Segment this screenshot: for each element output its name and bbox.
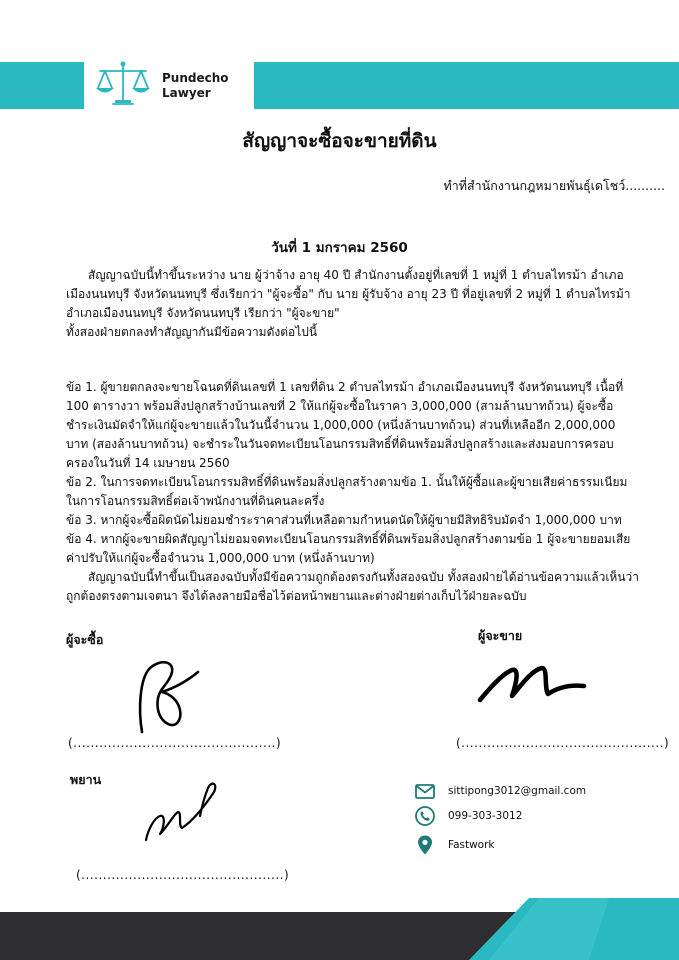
- place-of-signing: ทำที่สำนักงานกฎหมายพันธุ์เดโชว์..........: [443, 178, 665, 193]
- scales-of-justice-icon: [92, 58, 154, 112]
- clause-4: ข้อ 4. หากผู้จะขายผิดสัญญาไม่ยอมจดทะเบียนโอนกรรมสิทธิ์ที่ดินพร้อมสิ่งปลูกสร้างตามข้อ 1 ผู้จะขายยอมเสียค่าปรับให้แก่ผู้จะซื้อจำนวน 1,000,000 บาท (หนึ่งล้านบาท): [66, 532, 631, 565]
- intro-section: [66, 266, 640, 342]
- clause-1: ข้อ 1. ผู้ขายตกลงจะขายโฉนดที่ดินเลขที่ 1 เลขที่ดิน 2 ตำบลไทรม้า อำเภอเมืองนนทบุรี จังหวัดนนทบุรี เนื้อที่ 100 ตารางวา พร้อมสิ่งปลูกสร้างบ้านเลขที่ 2 ให้แก่ผู้จะซื้อในราคา 3,000,000 (สามล้านบาทถ้วน) ผู้จะซื้อชำระเงินมัดจำให้แก่ผู้จะขายแล้วในวันนี้จำนวน 1,000,000 (หนึ่งล้านบาทถ้วน) ส่วนที่เหลืออีก 2,000,000 บาท (สองล้านบาทถ้วน) จะชำระในวันจดทะเบียนโอนกรรมสิทธิ์ที่ดินพร้อมสิ่งปลูกสร้างและส่งมอบการครอบครองในวันที่ 14 เมษายน 2560: [66, 380, 624, 470]
- buyer-signature: [128, 658, 208, 738]
- closing-paragraph: สัญญาฉบับนี้ทำขึ้นเป็นสองฉบับทั้งมีข้อความถูกต้องตรงกันทั้งสองฉบับ ทั้งสองฝ่ายได้อ่านข้อความแล้วเห็นว่าถูกต้องตรงตามเจตนา จึงได้ลงลายมือชื่อไว้ต่อหน้าพยานและต่างฝ่ายต่างเก็บไว้ฝ่ายละฉบับ: [66, 570, 640, 603]
- envelope-icon: [414, 780, 436, 802]
- seller-signature-line: (...............................................): [456, 736, 670, 750]
- clauses-section: [66, 378, 640, 606]
- brand-name: [162, 71, 229, 101]
- seller-signature: [476, 654, 596, 710]
- clause-3: ข้อ 3. หากผู้จะซื้อผิดนัดไม่ยอมชำระราคาส่วนที่เหลือตามกำหนดนัดให้ผู้ขายมีสิทธิริบมัดจำ 1,000,000 บาท: [66, 513, 622, 527]
- document-title: สัญญาจะซื้อจะขายที่ดิน: [242, 130, 437, 152]
- intro-agreement-line: ทั้งสองฝ่ายตกลงทำสัญญากันมีข้อความดังต่อไปนี้: [66, 325, 318, 339]
- location-text: Fastwork: [448, 839, 495, 851]
- phone-icon: [414, 805, 436, 827]
- brand-line-1: Pundecho: [162, 71, 229, 85]
- witness-label: พยาน: [70, 772, 102, 787]
- contact-email: [414, 780, 586, 802]
- contract-date: วันที่ 1 มกราคม 2560: [271, 240, 408, 256]
- phone-text: 099-303-3012: [448, 810, 523, 822]
- map-pin-icon: [414, 834, 436, 856]
- seller-label: ผู้จะขาย: [478, 628, 523, 643]
- header-band-left: [0, 62, 84, 109]
- email-text: sittipong3012@gmail.com: [448, 785, 587, 797]
- buyer-signature-line: (...............................................): [68, 736, 282, 750]
- buyer-label: ผู้จะซื้อ: [66, 632, 104, 647]
- clause-2: ข้อ 2. ในการจดทะเบียนโอนกรรมสิทธิ์ที่ดินพร้อมสิ่งปลูกสร้างตามข้อ 1. นั้นให้ผู้ซื้อและผู้ขายเสียค่าธรรมเนียมในการโอนกรรมสิทธิ์ต่อเจ้าพนักงานที่ดินคนละครึ่ง: [66, 475, 628, 508]
- contact-phone: [414, 805, 522, 827]
- intro-paragraph: สัญญาฉบับนี้ทำขึ้นระหว่าง นาย ผู้ว่าจ้าง อายุ 40 ปี สำนักงานตั้งอยู่ที่เลขที่ 1 หมู่ที่ 1 ตำบลไทรม้า อำเภอเมืองนนทบุรี จังหวัดนนทบุรี ซึ่งเรียกว่า "ผู้จะซื้อ" กับ นาย ผู้รับจ้าง อายุ 23 ปี ที่อยู่เลขที่ 2 หมู่ที่ 1 ตำบลไทรม้า อำเภอเมืองนนทบุรี จังหวัดนนทบุรี เรียกว่า "ผู้จะขาย": [66, 268, 631, 320]
- brand-line-2: Lawyer: [162, 86, 211, 100]
- footer-accent: [469, 898, 679, 960]
- contact-location: [414, 834, 495, 856]
- witness-signature-line: (...............................................): [76, 868, 290, 882]
- header-band-right: [254, 62, 679, 109]
- witness-signature: [142, 776, 232, 846]
